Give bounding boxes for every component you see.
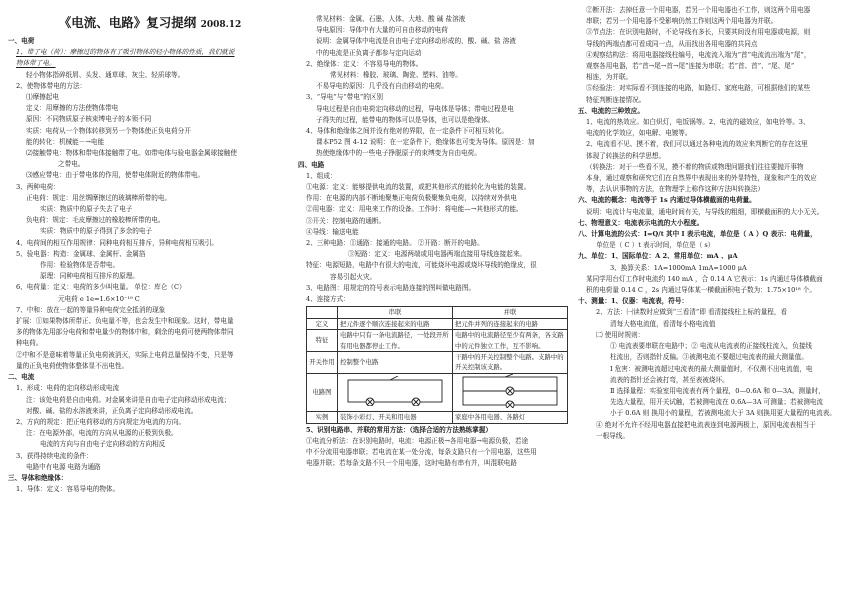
table-row <box>307 351 568 373</box>
text-line: 多的物体先用部分电荷和带电量少的物体中和，剩余的电荷可使两物体带同 <box>16 328 234 337</box>
text-line: 对酸、碱、盐的水溶液来讲，正负离子定向移动形成电流。 <box>26 406 198 415</box>
text-line: ①电流分析法：在识别电路时，电流：电源正极→各用电器→电源负极，若途 <box>306 436 529 445</box>
text-line: 常见材料：橡胶、玻璃、陶瓷、塑料、油等。 <box>330 71 462 80</box>
left-column-lines <box>8 36 292 495</box>
text-line: 单位是（ C ）t 表示时间，单位是（ s） <box>596 241 715 250</box>
table-cell: 干路中的开关控制整个电路。支路中的开关控制该支路。 <box>453 351 568 373</box>
text-line: 量的正负电荷使物体整体显不出电性。 <box>16 361 129 370</box>
table-cell: 并联 <box>453 307 568 318</box>
table-row <box>307 373 568 411</box>
text-line: 电路中有电源 电路为通路 <box>26 462 101 471</box>
text-line: ③短路：定义：电源两端或用电器两端直接用导线连接起来。 <box>348 250 527 259</box>
text-line: 先选大量程，用开关试触，若被测电流在 0.6A—3A 可测量；若被测电流 <box>610 398 824 407</box>
text-line: 物体带了电。 <box>16 59 56 68</box>
text-line: 柱流出，否则指针反偏。③被测电流不要超过电流表的最大测量值。 <box>610 353 808 362</box>
table-cell: 把元件并列的连接起来的电路 <box>453 318 568 329</box>
text-line: ④导线：输送电能 <box>306 227 359 236</box>
text-line: 4、连接方式： <box>306 295 350 304</box>
text-line: 元电荷 e 1e=1.6×10⁻¹⁹ C <box>58 294 140 303</box>
table-cell: 装饰小彩灯、开关和用电器 <box>338 412 453 423</box>
text-line: 4、电荷间的相互作用规律：同种电荷相互排斥，异种电荷相互吸引。 <box>16 238 219 247</box>
table-cell <box>453 373 568 411</box>
text-line: ⑵接触带电：物体和带电体接触带了电。如带电体与验电器金属球接触使 <box>26 149 237 158</box>
table-row-label: 电路图 <box>307 373 338 411</box>
section-heading: 六、电流的概念：电流等于 1s 内通过导体横截面的电荷量。 <box>578 196 756 205</box>
text-line: 2、三种电路：①通路：接通的电路。 ②开路：断开的电路。 <box>306 239 484 248</box>
text-line: 原理：同种电荷相互排斥的原理。 <box>40 272 139 281</box>
text-line: 导电原因：导体中有大量的可自由移动的电荷 <box>316 26 448 35</box>
middle-column-lines <box>298 14 574 305</box>
text-line: 之带电。 <box>58 160 85 169</box>
text-line: 不易导电的原因：几乎没有自由移动的电荷。 <box>316 82 448 91</box>
text-line: 实质：物质中的原子得到了多余的电子 <box>40 227 153 236</box>
text-line: 说明：金属导体中电流是自由电子定向移动形成的，酸、碱、盐 溶液 <box>316 37 516 46</box>
right-column <box>578 0 854 442</box>
text-line: Ⅱ 选择量程：实验室用电流表有两个量程，0—0.6A 和 0—3A。测量时， <box>610 386 825 395</box>
section-heading: 十、测量：1、仪器：电流表，符号： <box>578 297 689 306</box>
middle-column-lines-bottom <box>298 425 574 470</box>
text-line: 实质：物质中的原子失去了电子 <box>40 205 133 214</box>
series-circuit-diagram <box>340 376 450 406</box>
text-line: ③开关：控制电路的通断。 <box>306 216 386 225</box>
table-cell: 串联 <box>338 307 453 318</box>
text-line: 原因：不同物质原子核束缚电子的本领不同 <box>26 115 152 124</box>
text-line: 1、导体：定义：容易导电的物体。 <box>16 485 120 494</box>
text-line: 清每大格电流值，看清每小格电流值 <box>610 319 716 328</box>
text-line: 积的电荷量 0.14 C ，2s 内通过导体某一横截面积电子数为：1.75×10¹⁸ 个。 <box>586 286 816 295</box>
text-line: 导电过程是自由电荷定向移动的过程，导电体是导体；带电过程是电 <box>316 104 514 113</box>
text-line: 1、组成： <box>306 171 337 180</box>
text-line: ④ 绝对不允许不经用电器直接把电流表连到电源两极上，原因电流表相当于 <box>596 420 816 429</box>
text-line: 常见材料：金属、石墨、人体、大地、酸 碱 盐溶液 <box>316 15 466 23</box>
section-heading: 一、电荷 <box>8 37 35 45</box>
text-line: 特征判断连接情况。 <box>586 95 646 104</box>
table-row-label: 实例 <box>307 412 338 423</box>
text-line: 串联；若另一个用电器不受影响仍然工作则这两个用电器为并联。 <box>586 17 778 26</box>
text-line: ②用电器：定义：用电来工作的设备。工作时：将电能—→其他形式的能。 <box>306 205 523 214</box>
table-cell: 家庭中各用电器、各路灯 <box>453 412 568 423</box>
text-line: 电器并联；若每条支路不只一个用电器，这时电路有串有并，叫混联电路 <box>306 459 517 468</box>
right-column-lines <box>578 5 854 442</box>
text-line: ① 电流表要串联在电路中；② 电流从电流表的正接线柱流入，负接线 <box>610 342 813 351</box>
section-heading: 八、计算电流的公式：I=Q/t 其中 I 表示电流，单位是（ A ）Q 表示：电荷量， <box>578 230 817 239</box>
table-cell: 控制整个电路 <box>338 351 453 373</box>
text-line: 正电荷：规定：用丝绸摩擦过的玻璃棒所带的电。 <box>26 193 172 202</box>
series-parallel-table <box>306 306 568 423</box>
text-line: 负电荷：规定：毛皮摩擦过的橡胶棒所带的电。 <box>26 216 165 225</box>
text-line: 6、电荷量：定义：电荷的多少叫电量。 单位：库仑（C） <box>16 283 186 292</box>
text-line: 2、使物体带电的方法： <box>16 81 87 90</box>
text-line: 定义：用摩擦的方法使物体带电 <box>26 104 119 113</box>
text-line: ⑤经验法：对实际看不到连接的电路，如路灯、家庭电路，可根据他们的某些 <box>586 84 811 93</box>
text-line: 特征：电源短路，电路中有很大的电流，可能烧坏电源或烧坏导线的绝缘皮，很 <box>306 261 537 270</box>
text-line: 观察各用电器，若“首→尾→首→尾”连接为串联；若“首、首”、“尾、尾” <box>586 62 795 71</box>
section-heading: 七、物理意义：电流表示电流的大小程度。 <box>578 218 704 227</box>
text-line: 电流的化学效应，如电解、电镀等。 <box>586 129 692 138</box>
text-line: 相连，为并联。 <box>586 73 633 82</box>
left-column <box>8 0 292 495</box>
text-line: 3、电路图：用规定的符号表示电路连接的图叫做电路图。 <box>306 283 476 292</box>
text-line: 中不分流用电器串联；若电流在某一处分流，每条支路只有一个用电器，这些用 <box>306 447 537 456</box>
text-line: 课本P52 图 4-12 说明：在一定条件下，绝缘体也可变为导体。原因是：加 <box>316 138 535 147</box>
text-line: 热使绝缘体中的一些电子挣脱原子的束缚变为自由电荷。 <box>316 149 481 158</box>
table-cell: 把元件逐个顺次连接起来的电路 <box>338 318 453 329</box>
table-cell <box>338 373 453 411</box>
table-row-label: 特征 <box>307 330 338 352</box>
text-line: Ⅰ 危害：被测电流超过电流表的最大测量值时，不仅测不出电流值，电 <box>610 364 813 373</box>
text-line: ④观察结构法：将用电器接线柱编号，电流流入端为“首”电流流出端为“尾”， <box>586 50 811 59</box>
section-heading: 九、单位：1、国际单位：A 2、常用单位：mA 、μA <box>578 252 738 261</box>
title-date: 2008.12 <box>200 20 242 30</box>
text-line: 2、方法：㈠读数时应做到“三看清”即 看清接线柱上标的量程，看 <box>596 308 788 317</box>
table-cell: 电路中的电流路径至少有两条，各支路中的元件独立工作，互不影响。 <box>453 330 568 352</box>
text-line: 5、识别电路串、并联的常用方法：（选择合适的方法熟练掌握） <box>306 425 492 434</box>
text-line: 2、绝缘体：定义：不容易导电的物体。 <box>306 59 423 68</box>
text-line: 轻小物体指碎纸屑、头发、通草球、灰尘、轻质球等。 <box>26 70 185 79</box>
table-cell: 电路中只有一条电流路径，一处段开所有用电器都停止工作。 <box>338 330 453 352</box>
text-line: 体现了转换法的科学思想。 <box>586 151 666 160</box>
text-line: 小于 0.6A 则 换用小的量程，若被测电流大于 3A 则换用更大量程的电流表。 <box>610 409 836 418</box>
parallel-circuit-diagram <box>455 374 565 408</box>
text-line: 2、方向的规定：把正电荷移动的方向规定为电流的方向。 <box>16 417 186 426</box>
table-header-row <box>307 307 568 318</box>
text-line: 子得失的过程，能带电的物体可以是导体，也可以是绝缘体。 <box>316 115 495 124</box>
text-line: 能的转化：机械能－→电能 <box>26 137 105 146</box>
section-heading: 二、电流 <box>8 373 35 382</box>
table-row-label: 开关作用 <box>307 351 338 373</box>
middle-column <box>298 0 574 469</box>
table-row-label: 定义 <box>307 318 338 329</box>
text-line: ⑶感应带电：由于带电体的作用，使带电体附近的物体带电。 <box>26 171 205 180</box>
text-line: 种电荷。 <box>16 339 43 348</box>
text-line: 2、电流看不见、摸不着，我们可以通过各种电流的效应来判断它的存在这里 <box>586 140 808 149</box>
text-line: ③节点法：在识别电路时，不论导线有多长，只要其间没有用电器或电源，则 <box>586 28 811 37</box>
text-line: ①电源：定义：能够提供电流的装置，或把其他形式的能转化为电能的装置。 <box>306 183 531 192</box>
text-line: 注：该处电荷是自由电荷。对金属来讲是自由电子定向移动形成电流； <box>26 395 231 404</box>
text-line: 导线的两端点都可看成同一点，从而找出各用电器的共同点 <box>586 39 758 48</box>
text-line: ㈡ 使用时规则： <box>596 330 645 339</box>
section-heading: 三、导体和绝缘体： <box>8 473 68 482</box>
text-line: 实质：电荷从一个物体转移到另一个物体使正负电荷分开 <box>26 126 191 135</box>
text-line: 注：在电源外部，电流的方向从电源的正极到负极。 <box>26 429 178 438</box>
text-line: 等，去认识事物的方法，在物理学上称作这种方法叫转换法） <box>586 185 765 194</box>
table-row <box>307 318 568 329</box>
text-line: 作用：在电源的内部不断地聚集正电荷负极聚集负电荷，以持续对外供电 <box>306 194 517 203</box>
text-line: 5、验电器：构造：金属球、金属杆、金属箔 <box>16 249 146 258</box>
text-line: 作用：检验物体是否带电。 <box>40 261 120 270</box>
text-line: 扩展：①如果物体所带正、负电量不等，也会发生中和现象。这时，带电量 <box>16 317 234 326</box>
text-line: 容易引起火灾。 <box>330 272 377 281</box>
text-line: 3、“导电”与“带电”的区别 <box>306 93 384 102</box>
table-row-label <box>307 307 338 318</box>
text-line: 1、形成：电荷的定向移动形成电流 <box>16 384 120 393</box>
table-row <box>307 330 568 352</box>
section-heading: 五、电流的三种效应。 <box>578 106 644 115</box>
text-line: 中的电流是正负离子都参与定向运动 <box>316 48 422 57</box>
text-line: ②断开法：去掉任意一个用电器，若另一个用电器也不工作，则这两个用电器 <box>586 6 811 14</box>
text-line: 一根导线。 <box>596 431 629 440</box>
title-text: 《电流、电路》复习提纲 <box>58 15 197 30</box>
text-line: 本身，通过观察和研究它们在自然界中表现出来的外显特性，现象和产生的效应 <box>586 174 817 183</box>
text-line: （转换法：对于一些看不见，摸不着的物质或物理问题我们往往要抛开事物 <box>586 162 804 171</box>
text-line: 4、导体和绝缘体之间并没有绝对的界限，在一定条件下可相互转化。 <box>306 127 509 136</box>
text-line: 某同学用台灯工作时电流约 140 mA ，合 0.14 A 它表示：1s 内通过导体横截面 <box>586 274 823 283</box>
text-line: 1、电流的热效应。如白炽灯，电饭锅等。2、电流的磁效应，如电铃等。3、 <box>586 118 810 127</box>
text-line: 7、中和：放在一起的等量异种电荷完全抵消的现象 <box>16 305 166 314</box>
text-line: ②中和不是意味着等量正负电荷被消灭，实际上电荷总量保持不变，只是等 <box>16 350 234 359</box>
text-line: 1、带了电（荷）：摩擦过的物体有了吸引物体的轻小物体的性质，我们就说 <box>16 48 235 57</box>
table-row <box>307 412 568 423</box>
text-line: 说明：电流计与电流量，通电时间有关，与导线的粗细，即横截面积的大小无关。 <box>586 207 824 216</box>
text-line: 流表的指针还会被打弯，甚至表被烧坏。 <box>610 375 729 384</box>
text-line: 3、两种电荷： <box>16 182 60 191</box>
text-line: ⑴摩擦起电 <box>26 93 59 102</box>
text-line: 3、换算关系：1A=1000mA 1mA=1000 μA <box>610 263 747 272</box>
document-title <box>8 14 292 34</box>
text-line: 3、获得持续电流的条件： <box>16 451 93 460</box>
text-line: 电流的方向与自由电子定向移动的方向相反 <box>40 440 166 449</box>
section-heading: 四、电路 <box>298 160 325 169</box>
